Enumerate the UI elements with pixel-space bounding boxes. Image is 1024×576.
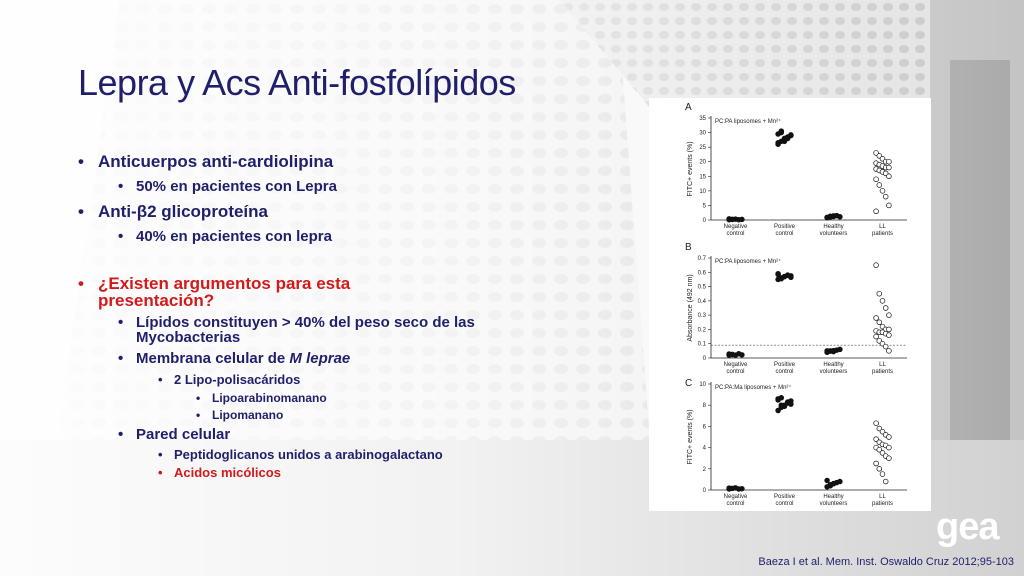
bullet-anti-b2-stat: • 40% en pacientes con lepra [78, 228, 518, 245]
data-point [887, 456, 892, 461]
data-point [874, 334, 879, 339]
data-point [730, 217, 735, 222]
gea-logo: gea [936, 506, 999, 548]
bullet-pared-celular: • Pared celular [78, 426, 518, 443]
x-category-label: LL [879, 494, 886, 500]
data-point [831, 481, 836, 486]
panel-title: PC:PA liposomes + Mn²⁺ [715, 119, 782, 125]
data-point [877, 320, 882, 325]
data-point [877, 183, 882, 188]
data-point [874, 421, 879, 426]
data-point [779, 276, 784, 281]
data-point [789, 133, 794, 138]
y-axis-label: Absorbance (492 nm) [687, 274, 694, 342]
y-tick-label: 0.7 [697, 256, 706, 262]
data-point [782, 404, 787, 409]
bullet-anti-cardiolipina: • Anticuerpos anti-cardiolipina [78, 152, 518, 172]
y-tick-label: 0 [702, 356, 706, 362]
y-tick-label: 25 [699, 145, 706, 152]
x-category-label: Negative [723, 224, 748, 230]
data-point [887, 348, 892, 353]
x-category-label: patients [871, 501, 894, 507]
bullet-question: • ¿Existen argumentos para esta presentación? [78, 275, 428, 309]
bullet-lipomanano: • Lipomanano [78, 408, 518, 422]
x-category-label: Negative [723, 494, 748, 500]
y-axis-label: FITC+ events (%) [687, 141, 694, 197]
data-point [740, 217, 745, 222]
y-tick-label: 30 [699, 130, 706, 137]
data-point [776, 271, 781, 276]
data-point [887, 333, 892, 338]
data-point [880, 188, 885, 193]
x-category-label: Healthy [823, 494, 844, 500]
y-tick-label: 5 [702, 203, 706, 210]
bullet-lipo-polisacaridos: • 2 Lipo-polisacáridos [78, 372, 518, 387]
x-category-label: Healthy [823, 362, 844, 368]
data-point [789, 402, 794, 407]
bullet-peptidoglicanos: • Peptidoglicanos unidos a arabinogalactano [78, 447, 518, 462]
y-tick-label: 10 [699, 382, 706, 388]
chart-svg [649, 98, 931, 511]
y-tick-label: 0.4 [697, 298, 706, 305]
y-tick-label: 10 [699, 188, 706, 195]
panel-letter: B [685, 242, 692, 253]
data-point [874, 263, 879, 268]
citation: Baeza I et al. Mem. Inst. Oswaldo Cruz 2012;95-103 [758, 556, 1014, 568]
data-point [779, 395, 784, 400]
y-tick-label: 15 [699, 174, 706, 181]
data-point [877, 466, 882, 471]
data-point [727, 486, 732, 491]
data-point [880, 472, 885, 477]
data-point [776, 140, 781, 145]
y-tick-label: 4 [702, 445, 706, 452]
data-point [838, 214, 843, 219]
x-category-label: Negative [723, 362, 748, 368]
bullet-list [78, 152, 518, 480]
x-category-label: patients [871, 369, 894, 375]
y-tick-label: 0.6 [697, 270, 706, 277]
x-category-label: patients [871, 231, 894, 237]
data-point [883, 344, 888, 349]
panel-title: PC:PA:Ma liposomes + Mn²⁺ [715, 385, 792, 391]
bullet-lipoarabinomanano: • Lipoarabinomanano [78, 391, 518, 405]
panel-letter: C [685, 378, 693, 389]
bullet-anti-cardiolipina-stat: • 50% en pacientes con Lepra [78, 178, 518, 195]
data-point [831, 214, 836, 219]
data-point [880, 298, 885, 303]
data-point [838, 347, 843, 352]
data-point [740, 352, 745, 357]
x-category-label: volunteers [819, 231, 848, 237]
data-point [874, 177, 879, 182]
data-point [730, 352, 735, 357]
bullet-acidos-micolicos: • Acidos micólicos [78, 465, 518, 480]
data-point [874, 209, 879, 214]
x-category-label: Positive [773, 224, 796, 230]
x-category-label: control [775, 231, 794, 237]
panel-title: PC:PA liposomes + Mn²⁺ [715, 259, 782, 265]
membrana-species: M leprae [289, 350, 351, 367]
data-point [887, 445, 892, 450]
data-point [740, 486, 745, 491]
panel-letter: A [685, 102, 692, 113]
y-tick-label: 0.1 [697, 341, 706, 348]
y-tick-label: 0.2 [697, 327, 706, 334]
data-point [838, 479, 843, 484]
x-category-label: LL [879, 224, 886, 230]
data-point [883, 306, 888, 311]
x-category-label: Positive [773, 494, 796, 500]
data-point [874, 461, 879, 466]
y-tick-label: 20 [699, 159, 706, 166]
figure-scatter-panels [649, 98, 931, 511]
y-tick-label: 0.3 [697, 313, 706, 320]
y-tick-label: 2 [702, 466, 706, 473]
x-category-label: LL [879, 362, 886, 368]
x-category-label: control [726, 231, 745, 237]
y-axis-label: FITC+ events (%) [687, 409, 694, 465]
x-category-label: Positive [773, 362, 796, 368]
y-tick-label: 8 [702, 403, 706, 410]
data-point [887, 165, 892, 170]
slide-title: Lepra y Acs Anti-fosfolípidos [78, 62, 516, 103]
x-category-label: Healthy [823, 224, 844, 230]
data-point [883, 194, 888, 199]
x-category-label: volunteers [819, 501, 848, 507]
y-tick-label: 35 [699, 116, 706, 122]
y-tick-label: 6 [702, 424, 706, 431]
data-point [883, 479, 888, 484]
x-category-label: control [726, 501, 745, 507]
y-tick-label: 0.5 [697, 284, 706, 291]
data-point [779, 129, 784, 134]
data-point [887, 327, 892, 332]
y-tick-label: 0 [702, 488, 706, 494]
x-category-label: volunteers [819, 369, 848, 375]
bullet-membrana [78, 350, 518, 367]
membrana-text: Membrana celular de [136, 350, 290, 367]
x-category-label: control [775, 501, 794, 507]
data-point [789, 275, 794, 280]
data-point [825, 478, 830, 483]
data-point [877, 291, 882, 296]
x-category-label: control [726, 369, 745, 375]
data-point [887, 203, 892, 208]
data-point [831, 348, 836, 353]
x-category-label: control [775, 369, 794, 375]
data-point [874, 316, 879, 321]
data-point [887, 174, 892, 179]
y-tick-label: 0 [702, 218, 706, 224]
data-point [887, 313, 892, 318]
data-point [887, 435, 892, 440]
bullet-anti-b2: • Anti-β2 glicoproteína [78, 202, 518, 222]
bullet-lipidos: • Lípidos constituyen > 40% del peso seco de las Mycobacterias [78, 315, 516, 345]
data-point [887, 159, 892, 164]
